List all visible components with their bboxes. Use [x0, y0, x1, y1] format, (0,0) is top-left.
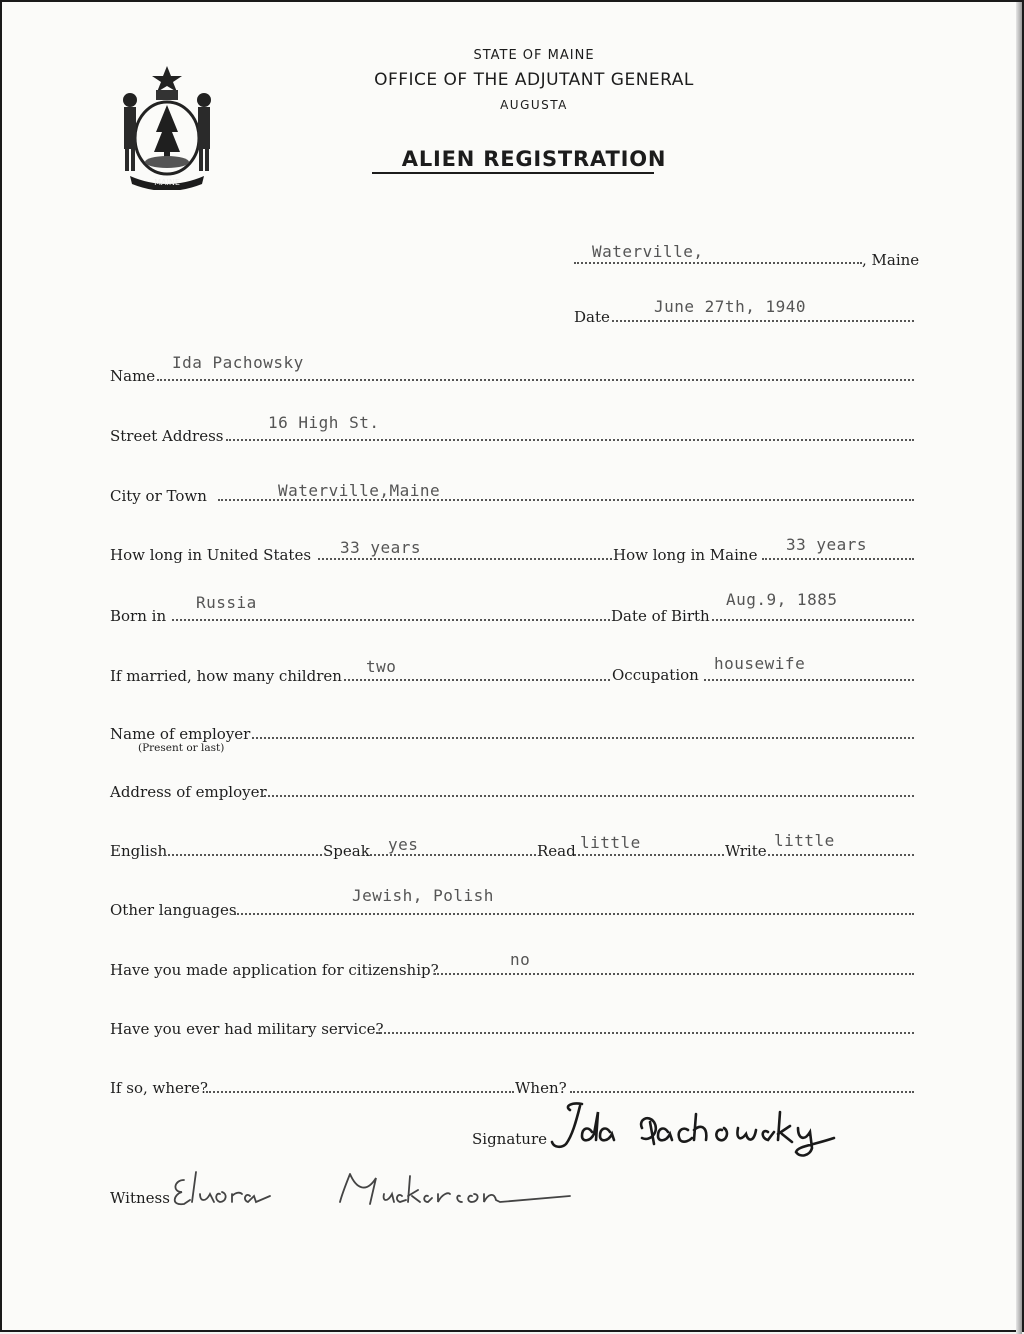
born-in-value: Russia [196, 593, 257, 612]
scan-edge [1016, 2, 1022, 1334]
read-value: little [580, 833, 641, 852]
other-languages-label: Other languages [110, 901, 237, 919]
children-line [344, 679, 610, 681]
employer-address-label: Address of employer [110, 783, 267, 801]
city-value: Waterville,Maine [278, 481, 441, 500]
read-line [574, 854, 724, 856]
other-languages-line [234, 913, 914, 915]
seal-lettering: MAINE [154, 178, 180, 187]
employer-line [252, 737, 914, 739]
when-label: When? [515, 1079, 567, 1097]
citizenship-label: Have you made application for citizenship? [110, 961, 439, 979]
military-label: Have you ever had military service? [110, 1020, 384, 1038]
how-long-maine-label: How long in Maine [613, 546, 758, 564]
town-line [574, 262, 862, 264]
write-line [768, 854, 914, 856]
dob-line [712, 619, 914, 621]
form-title: ALIEN REGISTRATION [401, 147, 667, 171]
write-value: little [774, 831, 835, 850]
how-long-us-line [318, 558, 612, 560]
where-line [206, 1091, 514, 1093]
military-line [376, 1032, 914, 1034]
how-long-maine-value: 33 years [786, 535, 868, 554]
street-label: Street Address [110, 427, 224, 445]
how-long-us-value: 33 years [340, 538, 422, 557]
signature-label: Signature [472, 1130, 548, 1148]
city-heading: AUGUSTA [500, 98, 568, 112]
name-value: Ida Pachowsky [172, 353, 304, 372]
born-in-line [172, 619, 610, 621]
where-label: If so, where? [110, 1079, 208, 1097]
state-heading: STATE OF MAINE [473, 48, 595, 63]
street-line [226, 439, 914, 441]
occupation-label: Occupation [612, 666, 699, 684]
english-label: English [110, 842, 168, 860]
title-underline [372, 172, 654, 174]
employer-address-line [264, 795, 914, 797]
date-line [612, 320, 914, 322]
witness-label: Witness [110, 1189, 170, 1207]
write-label: Write [725, 842, 767, 860]
speak-label: Speak [323, 842, 370, 860]
street-value: 16 High St. [268, 413, 380, 432]
occupation-line [704, 679, 914, 681]
english-line [164, 854, 322, 856]
how-long-us-label: How long in United States [110, 546, 312, 564]
maine-suffix: , Maine [862, 251, 920, 269]
witness-signature [170, 1164, 590, 1214]
dob-value: Aug.9, 1885 [726, 590, 838, 609]
citizenship-value: no [510, 950, 531, 969]
born-in-label: Born in [110, 607, 167, 625]
how-long-maine-line [762, 558, 914, 560]
children-label: If married, how many children [110, 667, 342, 685]
city-label: City or Town [110, 487, 207, 505]
speak-value: yes [388, 835, 419, 854]
children-value: two [366, 657, 397, 676]
date-value: June 27th, 1940 [654, 297, 806, 316]
dob-label: Date of Birth [611, 607, 710, 625]
other-languages-value: Jewish, Polish [352, 886, 494, 905]
town-value: Waterville, [592, 242, 704, 261]
speak-line [370, 854, 536, 856]
date-label: Date [574, 308, 610, 326]
occupation-value: housewife [714, 654, 806, 673]
citizenship-line [434, 973, 914, 975]
name-label: Name [110, 367, 156, 385]
handwritten-signature [542, 1092, 952, 1162]
read-label: Read [537, 842, 576, 860]
office-heading: OFFICE OF THE ADJUTANT GENERAL [374, 70, 694, 90]
name-line [157, 379, 914, 381]
employer-note: (Present or last) [138, 742, 225, 754]
employer-label: Name of employer [110, 725, 251, 743]
